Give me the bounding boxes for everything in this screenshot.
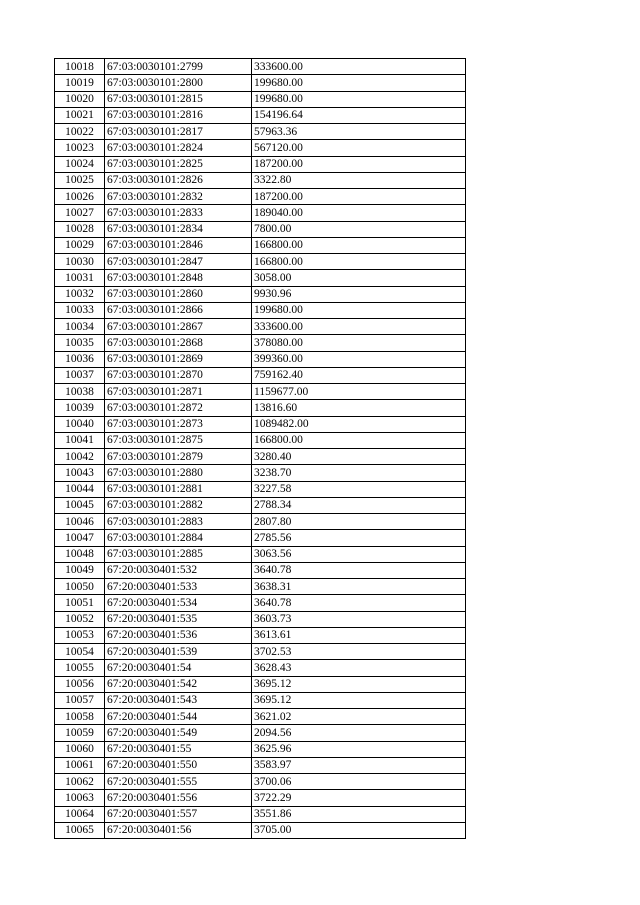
table-row [55, 286, 466, 302]
cadastral-value-cell: 567120.00 [252, 140, 466, 156]
cadastral-value-cell: 3621.02 [252, 709, 466, 725]
cadastral-value-cell: 3227.58 [252, 481, 466, 497]
cadastral-number-cell: 67:03:0030101:2882 [105, 497, 252, 513]
table-row [55, 351, 466, 367]
table-row [55, 546, 466, 562]
cadastral-number-cell: 67:03:0030101:2880 [105, 465, 252, 481]
row-number-cell: 10040 [55, 416, 105, 432]
table-row [55, 91, 466, 107]
cadastral-value-cell: 759162.40 [252, 367, 466, 383]
cadastral-number-cell: 67:03:0030101:2883 [105, 514, 252, 530]
cadastral-number-cell: 67:03:0030101:2867 [105, 319, 252, 335]
cadastral-value-cell: 166800.00 [252, 254, 466, 270]
cadastral-value-cell: 3603.73 [252, 611, 466, 627]
table-row [55, 140, 466, 156]
row-number-cell: 10055 [55, 660, 105, 676]
table-row [55, 676, 466, 692]
table-row [55, 481, 466, 497]
table-row [55, 806, 466, 822]
row-number-cell: 10057 [55, 692, 105, 708]
table-row [55, 709, 466, 725]
cadastral-value-cell: 189040.00 [252, 205, 466, 221]
cadastral-value-cell: 333600.00 [252, 319, 466, 335]
cadastral-value-cell: 3700.06 [252, 774, 466, 790]
row-number-cell: 10036 [55, 351, 105, 367]
cadastral-value-table [54, 58, 466, 839]
row-number-cell: 10038 [55, 384, 105, 400]
cadastral-number-cell: 67:03:0030101:2832 [105, 189, 252, 205]
table-row [55, 75, 466, 91]
table-row [55, 384, 466, 400]
cadastral-number-cell: 67:03:0030101:2871 [105, 384, 252, 400]
cadastral-number-cell: 67:20:0030401:544 [105, 709, 252, 725]
cadastral-value-cell: 3628.43 [252, 660, 466, 676]
table-row [55, 562, 466, 578]
row-number-cell: 10065 [55, 822, 105, 838]
cadastral-number-cell: 67:03:0030101:2825 [105, 156, 252, 172]
cadastral-number-cell: 67:03:0030101:2799 [105, 59, 252, 75]
cadastral-value-cell: 166800.00 [252, 432, 466, 448]
cadastral-number-cell: 67:03:0030101:2866 [105, 302, 252, 318]
cadastral-value-cell: 154196.64 [252, 107, 466, 123]
cadastral-number-cell: 67:03:0030101:2869 [105, 351, 252, 367]
cadastral-number-cell: 67:20:0030401:536 [105, 627, 252, 643]
row-number-cell: 10027 [55, 205, 105, 221]
row-number-cell: 10051 [55, 595, 105, 611]
table-row [55, 237, 466, 253]
cadastral-number-cell: 67:03:0030101:2868 [105, 335, 252, 351]
row-number-cell: 10021 [55, 107, 105, 123]
table-row [55, 790, 466, 806]
cadastral-value-cell: 3063.56 [252, 546, 466, 562]
row-number-cell: 10022 [55, 124, 105, 140]
cadastral-number-cell: 67:03:0030101:2881 [105, 481, 252, 497]
cadastral-value-cell: 1089482.00 [252, 416, 466, 432]
cadastral-value-cell: 3695.12 [252, 692, 466, 708]
row-number-cell: 10039 [55, 400, 105, 416]
row-number-cell: 10060 [55, 741, 105, 757]
cadastral-value-cell: 3702.53 [252, 644, 466, 660]
cadastral-value-cell: 2807.80 [252, 514, 466, 530]
row-number-cell: 10026 [55, 189, 105, 205]
cadastral-number-cell: 67:03:0030101:2884 [105, 530, 252, 546]
cadastral-number-cell: 67:03:0030101:2860 [105, 286, 252, 302]
row-number-cell: 10045 [55, 497, 105, 513]
table-row [55, 611, 466, 627]
cadastral-number-cell: 67:03:0030101:2800 [105, 75, 252, 91]
table-row [55, 319, 466, 335]
table-row [55, 302, 466, 318]
cadastral-number-cell: 67:03:0030101:2847 [105, 254, 252, 270]
table-row [55, 270, 466, 286]
cadastral-value-cell: 3705.00 [252, 822, 466, 838]
row-number-cell: 10035 [55, 335, 105, 351]
cadastral-value-cell: 57963.36 [252, 124, 466, 140]
table-row [55, 725, 466, 741]
cadastral-value-cell: 13816.60 [252, 400, 466, 416]
row-number-cell: 10061 [55, 757, 105, 773]
cadastral-value-cell: 3695.12 [252, 676, 466, 692]
cadastral-number-cell: 67:03:0030101:2816 [105, 107, 252, 123]
row-number-cell: 10037 [55, 367, 105, 383]
row-number-cell: 10020 [55, 91, 105, 107]
cadastral-number-cell: 67:20:0030401:55 [105, 741, 252, 757]
table-row [55, 432, 466, 448]
table-row [55, 400, 466, 416]
cadastral-value-cell: 3551.86 [252, 806, 466, 822]
row-number-cell: 10030 [55, 254, 105, 270]
cadastral-number-cell: 67:03:0030101:2834 [105, 221, 252, 237]
cadastral-value-cell: 9930.96 [252, 286, 466, 302]
cadastral-number-cell: 67:03:0030101:2826 [105, 172, 252, 188]
row-number-cell: 10041 [55, 432, 105, 448]
row-number-cell: 10023 [55, 140, 105, 156]
table-row [55, 741, 466, 757]
table-row [55, 530, 466, 546]
cadastral-number-cell: 67:03:0030101:2815 [105, 91, 252, 107]
cadastral-value-cell: 199680.00 [252, 75, 466, 91]
table-row [55, 335, 466, 351]
row-number-cell: 10058 [55, 709, 105, 725]
cadastral-value-cell: 1159677.00 [252, 384, 466, 400]
table-row [55, 692, 466, 708]
cadastral-number-cell: 67:03:0030101:2872 [105, 400, 252, 416]
cadastral-number-cell: 67:03:0030101:2873 [105, 416, 252, 432]
row-number-cell: 10024 [55, 156, 105, 172]
row-number-cell: 10062 [55, 774, 105, 790]
cadastral-value-cell: 3722.29 [252, 790, 466, 806]
table-row [55, 254, 466, 270]
table-row [55, 660, 466, 676]
table-row [55, 757, 466, 773]
table-row [55, 449, 466, 465]
row-number-cell: 10042 [55, 449, 105, 465]
row-number-cell: 10033 [55, 302, 105, 318]
cadastral-value-cell: 166800.00 [252, 237, 466, 253]
row-number-cell: 10048 [55, 546, 105, 562]
row-number-cell: 10046 [55, 514, 105, 530]
cadastral-number-cell: 67:20:0030401:535 [105, 611, 252, 627]
cadastral-value-cell: 3613.61 [252, 627, 466, 643]
row-number-cell: 10034 [55, 319, 105, 335]
cadastral-value-cell: 2785.56 [252, 530, 466, 546]
cadastral-value-cell: 199680.00 [252, 302, 466, 318]
cadastral-number-cell: 67:20:0030401:556 [105, 790, 252, 806]
cadastral-number-cell: 67:03:0030101:2870 [105, 367, 252, 383]
table-row [55, 497, 466, 513]
row-number-cell: 10025 [55, 172, 105, 188]
cadastral-value-cell: 3238.70 [252, 465, 466, 481]
row-number-cell: 10029 [55, 237, 105, 253]
cadastral-number-cell: 67:03:0030101:2875 [105, 432, 252, 448]
table-row [55, 59, 466, 75]
cadastral-number-cell: 67:03:0030101:2885 [105, 546, 252, 562]
cadastral-value-cell: 187200.00 [252, 156, 466, 172]
cadastral-value-cell: 3583.97 [252, 757, 466, 773]
table-row [55, 514, 466, 530]
cadastral-number-cell: 67:20:0030401:557 [105, 806, 252, 822]
cadastral-number-cell: 67:03:0030101:2848 [105, 270, 252, 286]
cadastral-value-cell: 378080.00 [252, 335, 466, 351]
table-row [55, 367, 466, 383]
cadastral-number-cell: 67:20:0030401:54 [105, 660, 252, 676]
row-number-cell: 10032 [55, 286, 105, 302]
cadastral-value-cell: 199680.00 [252, 91, 466, 107]
cadastral-number-cell: 67:20:0030401:56 [105, 822, 252, 838]
cadastral-value-cell: 187200.00 [252, 189, 466, 205]
cadastral-number-cell: 67:20:0030401:534 [105, 595, 252, 611]
table-row [55, 595, 466, 611]
cadastral-number-cell: 67:20:0030401:543 [105, 692, 252, 708]
row-number-cell: 10047 [55, 530, 105, 546]
row-number-cell: 10031 [55, 270, 105, 286]
row-number-cell: 10054 [55, 644, 105, 660]
row-number-cell: 10052 [55, 611, 105, 627]
cadastral-number-cell: 67:20:0030401:549 [105, 725, 252, 741]
cadastral-value-cell: 2094.56 [252, 725, 466, 741]
cadastral-value-cell: 3280.40 [252, 449, 466, 465]
cadastral-number-cell: 67:03:0030101:2846 [105, 237, 252, 253]
cadastral-number-cell: 67:20:0030401:550 [105, 757, 252, 773]
cadastral-number-cell: 67:20:0030401:532 [105, 562, 252, 578]
cadastral-value-cell: 399360.00 [252, 351, 466, 367]
cadastral-value-cell: 333600.00 [252, 59, 466, 75]
cadastral-number-cell: 67:20:0030401:539 [105, 644, 252, 660]
cadastral-number-cell: 67:20:0030401:542 [105, 676, 252, 692]
row-number-cell: 10049 [55, 562, 105, 578]
table-row [55, 221, 466, 237]
row-number-cell: 10059 [55, 725, 105, 741]
row-number-cell: 10028 [55, 221, 105, 237]
row-number-cell: 10050 [55, 579, 105, 595]
table-row [55, 627, 466, 643]
cadastral-number-cell: 67:03:0030101:2833 [105, 205, 252, 221]
table-row [55, 579, 466, 595]
row-number-cell: 10064 [55, 806, 105, 822]
row-number-cell: 10019 [55, 75, 105, 91]
row-number-cell: 10056 [55, 676, 105, 692]
row-number-cell: 10063 [55, 790, 105, 806]
cadastral-value-cell: 3058.00 [252, 270, 466, 286]
table-row [55, 189, 466, 205]
cadastral-number-cell: 67:03:0030101:2879 [105, 449, 252, 465]
table-row [55, 172, 466, 188]
table-row [55, 822, 466, 838]
row-number-cell: 10043 [55, 465, 105, 481]
table-body [55, 59, 466, 839]
row-number-cell: 10053 [55, 627, 105, 643]
cadastral-value-cell: 3638.31 [252, 579, 466, 595]
cadastral-value-cell: 3625.96 [252, 741, 466, 757]
cadastral-value-cell: 7800.00 [252, 221, 466, 237]
row-number-cell: 10044 [55, 481, 105, 497]
cadastral-number-cell: 67:20:0030401:533 [105, 579, 252, 595]
table-row [55, 644, 466, 660]
row-number-cell: 10018 [55, 59, 105, 75]
cadastral-number-cell: 67:03:0030101:2817 [105, 124, 252, 140]
cadastral-number-cell: 67:20:0030401:555 [105, 774, 252, 790]
table-row [55, 107, 466, 123]
table-row [55, 124, 466, 140]
cadastral-value-cell: 2788.34 [252, 497, 466, 513]
table-row [55, 465, 466, 481]
table-row [55, 774, 466, 790]
cadastral-value-cell: 3640.78 [252, 562, 466, 578]
cadastral-value-cell: 3640.78 [252, 595, 466, 611]
cadastral-number-cell: 67:03:0030101:2824 [105, 140, 252, 156]
cadastral-value-cell: 3322.80 [252, 172, 466, 188]
table-row [55, 416, 466, 432]
table-row [55, 156, 466, 172]
table-row [55, 205, 466, 221]
